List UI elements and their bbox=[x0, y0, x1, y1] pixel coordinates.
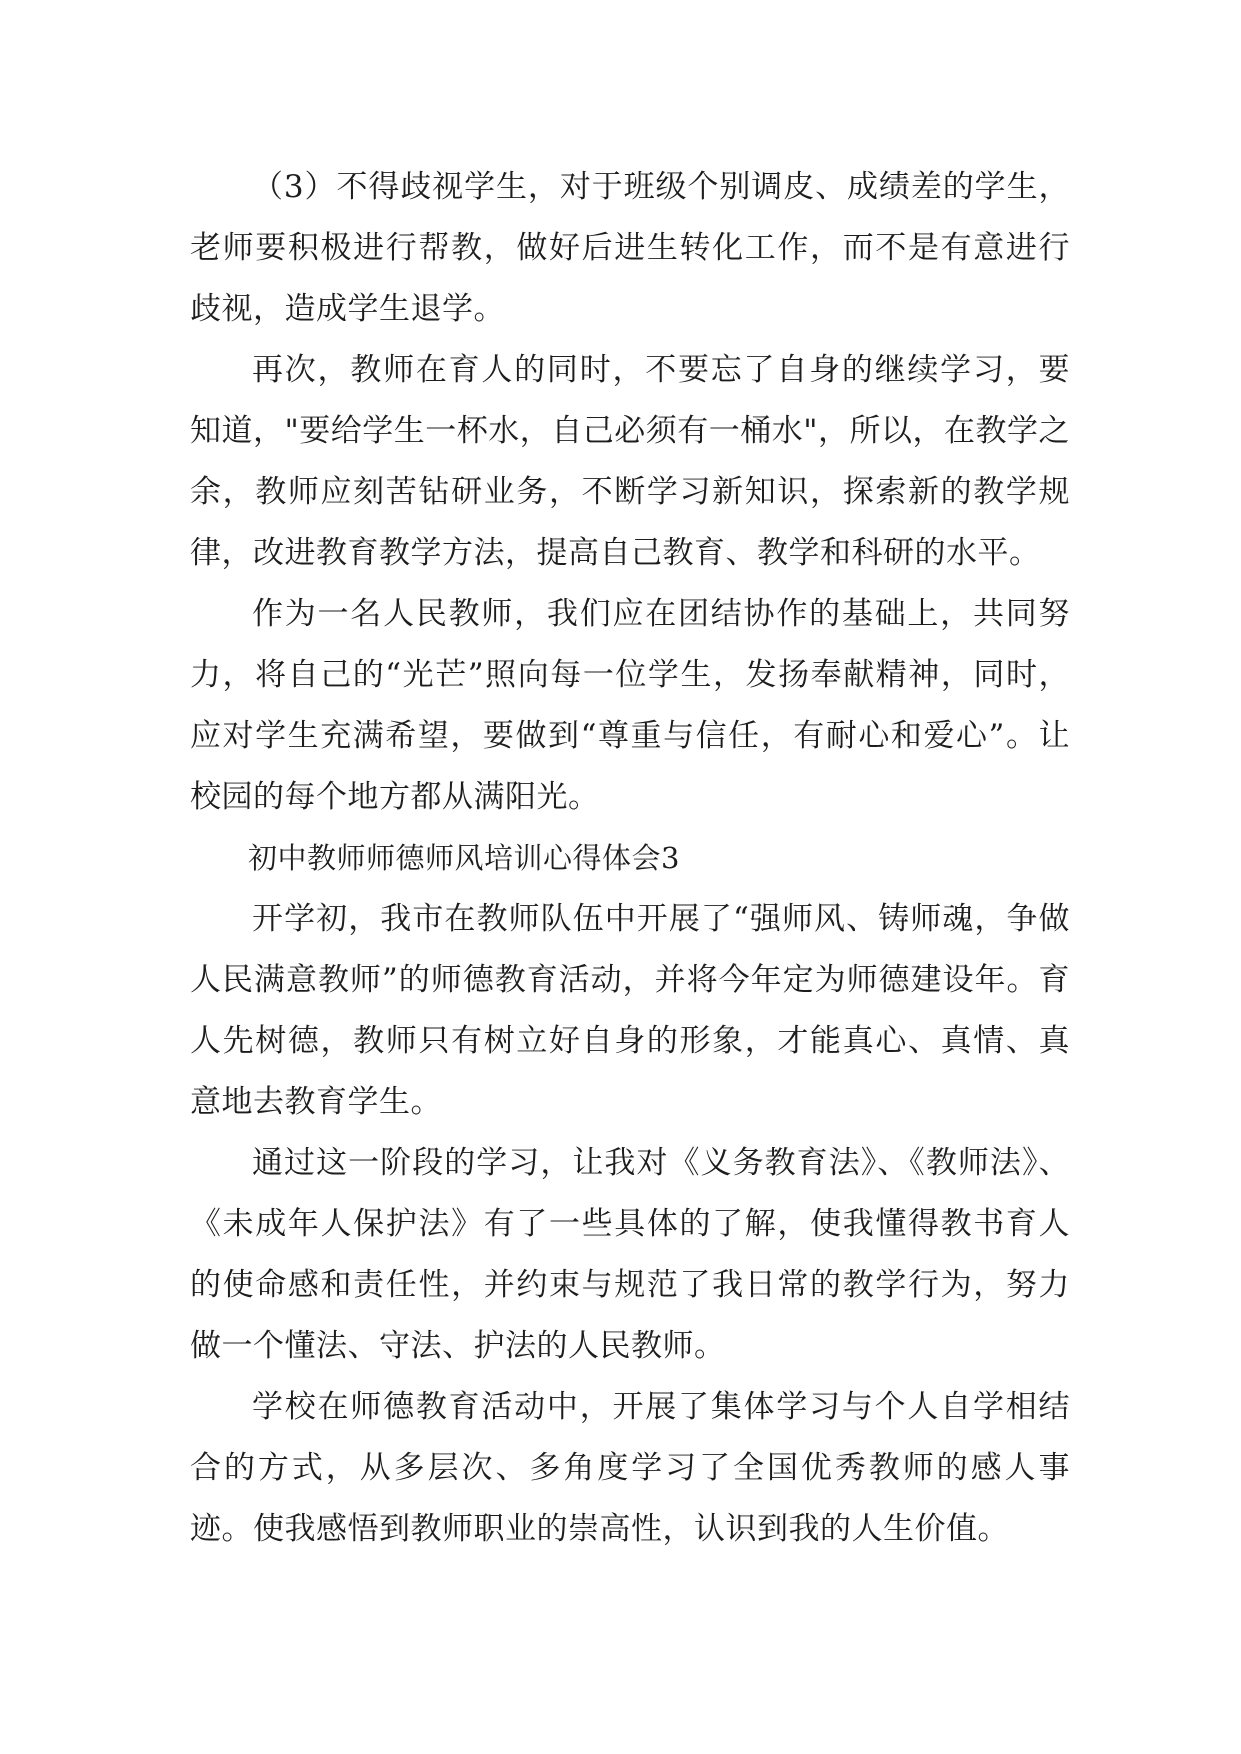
paragraph-law-study: 通过这一阶段的学习，让我对《义务教育法》、《教师法》、《未成年人保护法》有了一些具体的了解，使我懂得教书育人的使命感和责任性，并约束与规范了我日常的教学行为，努力做一个懂法、守法、护法的人民教师。 bbox=[190, 1145, 1070, 1364]
paragraph-continuous-learning: 再次，教师在育人的同时，不要忘了自身的继续学习，要知道，"要给学生一杯水，自己必须有一桶水"，所以，在教学之余，教师应刻苦钻研业务，不断学习新知识，探索新的教学规律，改进教育教学方法，提高自己教育、教学和科研的水平。 bbox=[190, 352, 1071, 571]
paragraph-school-activities: 学校在师德教育活动中，开展了集体学习与个人自学相结合的方式，从多层次、多角度学习了全国优秀教师的感人事迹。使我感悟到教师职业的崇高性，认识到我的人生价值。 bbox=[190, 1389, 1070, 1547]
paragraph-teamwork: 作为一名人民教师，我们应在团结协作的基础上，共同努力，将自己的“光芒”照向每一位学生，发扬奉献精神，同时，应对学生充满希望，要做到“尊重与信任，有耐心和爱心”。让校园的每个地方都从满阳光。 bbox=[190, 596, 1070, 815]
paragraph-ethics-campaign: 开学初，我市在教师队伍中开展了“强师风、铸师魂，争做人民满意教师”的师德教育活动，并将今年定为师德建设年。育人先树德，教师只有树立好自身的形象，才能真心、真情、真意地去教育学生。 bbox=[190, 901, 1070, 1120]
document-body bbox=[190, 157, 1070, 1560]
paragraph-no-discrimination: （3）不得歧视学生，对于班级个别调皮、成绩差的学生，老师要积极进行帮教，做好后进生转化工作，而不是有意进行歧视，造成学生退学。 bbox=[190, 169, 1070, 327]
section-title: 初中教师师德师风培训心得体会3 bbox=[248, 841, 680, 875]
